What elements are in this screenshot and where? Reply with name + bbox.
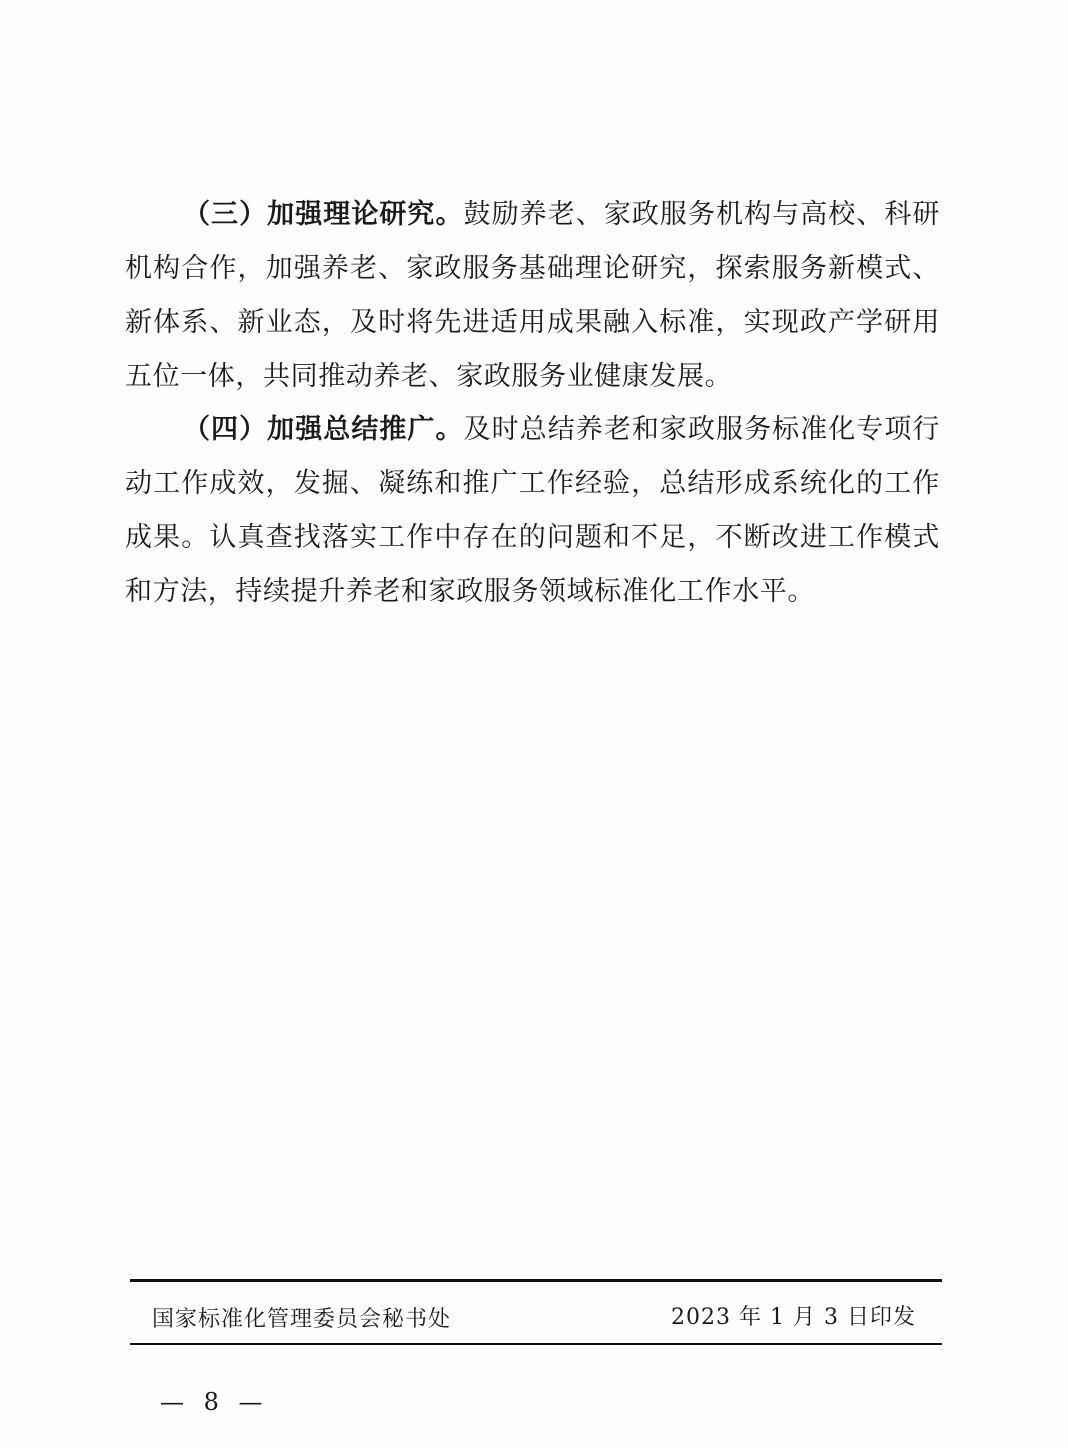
paragraph-body: 及时总结养老和家政服务标准化专项行动工作成效，发掘、凝练和推广工作经验，总结形成系统化的工作成果。认真查找落实工作中存在的问题和不足，不断改进工作模式和方法，持续提升养老和家政服务领域标准化工作水平。 [125,414,941,607]
issuer-name: 国家标准化管理委员会秘书处 [152,1307,452,1332]
paragraph-heading: （三）加强理论研究。 [183,199,464,230]
paragraph-theory-research [125,188,940,404]
issue-date: 2023 年 1 月 3 日印发 [671,1305,916,1330]
footer-bottom-rule [130,1343,942,1345]
paragraph-summary-promotion [125,403,940,619]
paragraph-body: 鼓励养老、家政服务机构与高校、科研机构合作，加强养老、家政服务基础理论研究，探索服务新模式、新体系、新业态，及时将先进适用成果融入标准，实现政产学研用五位一体，共同推动养老、家政服务业健康发展。 [125,199,941,392]
page-number: — 8 — [160,1388,269,1416]
paragraph-heading: （四）加强总结推广。 [183,414,464,445]
footer-top-rule [130,1279,942,1282]
